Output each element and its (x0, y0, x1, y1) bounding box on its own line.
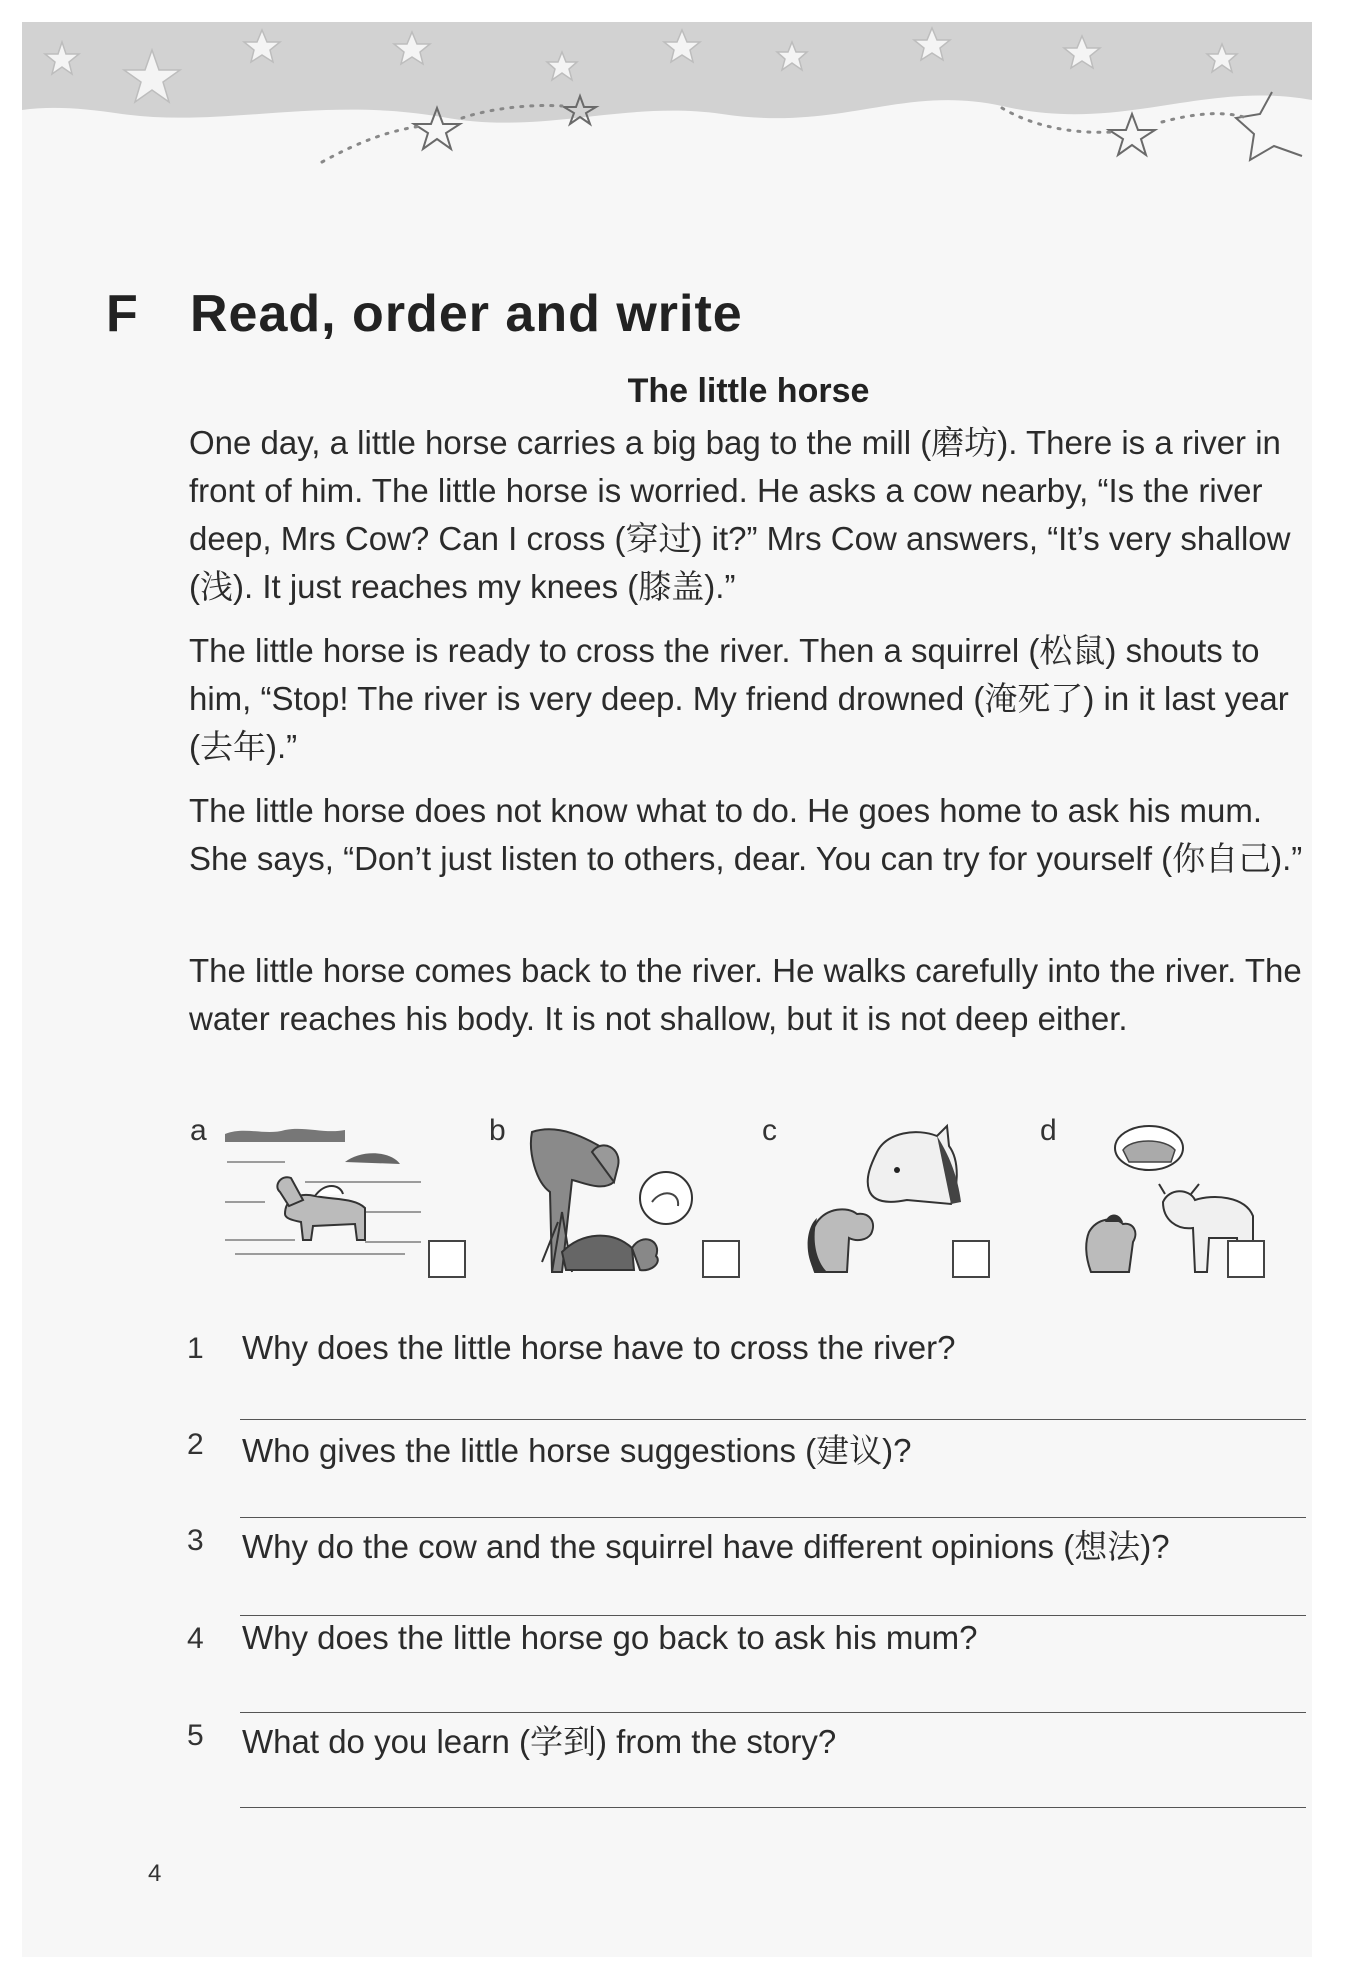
question-number-5: 5 (187, 1719, 204, 1752)
horse-and-mum-icon (797, 1122, 967, 1282)
question-number-3: 3 (187, 1524, 204, 1557)
question-text-5: What do you learn (学到) from the story? (242, 1723, 837, 1760)
order-box-d[interactable] (1227, 1240, 1265, 1278)
order-box-a[interactable] (428, 1240, 466, 1278)
page-number: 4 (148, 1860, 162, 1887)
answer-line-3[interactable] (240, 1615, 1306, 1616)
picture-letter-a: a (190, 1114, 207, 1147)
picture-letter-c: c (762, 1114, 777, 1147)
horse-in-river-icon (225, 1122, 421, 1262)
picture-letter-b: b (489, 1114, 506, 1147)
section-letter: F (106, 285, 138, 343)
section-title: Read, order and write (190, 285, 743, 343)
answer-line-1[interactable] (240, 1419, 1306, 1420)
answer-line-4[interactable] (240, 1712, 1306, 1713)
star-banner-icon (22, 22, 1312, 222)
question-text-4: Why does the little horse go back to ask his mum? (242, 1619, 978, 1656)
order-box-c[interactable] (952, 1240, 990, 1278)
question-number-1: 1 (187, 1332, 204, 1365)
story-paragraph-3: The little horse does not know what to do. He goes home to ask his mum. She says, “Don’t just listen to others, dear. You can try for yourself (你自己).” (189, 792, 1303, 877)
question-text-2: Who gives the little horse suggestions (建议)? (242, 1432, 912, 1469)
question-number-2: 2 (187, 1428, 204, 1461)
answer-line-5[interactable] (240, 1807, 1306, 1808)
question-text-1: Why does the little horse have to cross the river? (242, 1329, 956, 1366)
order-box-b[interactable] (702, 1240, 740, 1278)
story-paragraph-4: The little horse comes back to the river. He walks carefully into the river. The water reaches his body. It is not shallow, but it is not deep either. (189, 952, 1302, 1037)
story-paragraph-2: The little horse is ready to cross the river. Then a squirrel (松鼠) shouts to him, “Stop! The river is very deep. My friend drowned (淹死了) in it last year (去年).” (189, 632, 1289, 765)
workbook-page (22, 22, 1312, 1957)
question-text-3: Why do the cow and the squirrel have different opinions (想法)? (242, 1528, 1170, 1565)
answer-line-2[interactable] (240, 1517, 1306, 1518)
question-number-4: 4 (187, 1622, 204, 1655)
picture-letter-d: d (1040, 1114, 1057, 1147)
story-title: The little horse (627, 372, 870, 410)
horse-and-squirrel-icon (522, 1122, 702, 1282)
story-paragraph-1: One day, a little horse carries a big bag to the mill (磨坊). There is a river in front of him. The little horse is worried. He asks a cow nearby, “Is the river deep, Mrs Cow? Can I cross (穿过) it?” Mrs Cow answers, “It’s very shallow (浅). It just reaches my knees (膝盖).” (189, 424, 1291, 605)
